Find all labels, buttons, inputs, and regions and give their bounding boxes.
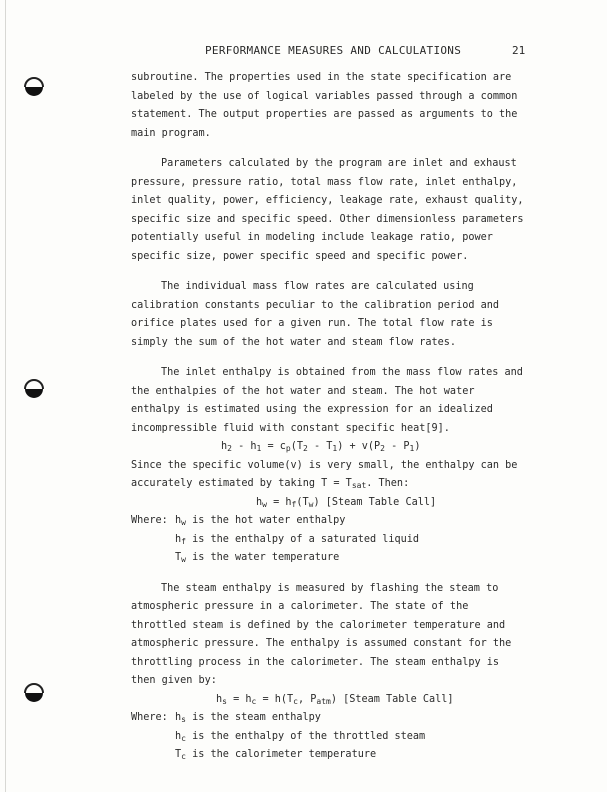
text-line: specific size, power specific speed and specific power. [131,250,469,262]
where-label: Where: [131,712,168,723]
paragraph-3 [131,278,531,352]
text-line: The inlet enthalpy is obtained from the mass flow rates and [161,367,523,378]
text-line: atmospheric pressure in a calorimeter. The state of the [131,601,469,612]
text-line: subroutine. The properties used in the state specification are [131,72,512,83]
where-list-1 [131,512,531,568]
where-list-2 [131,709,531,765]
where-label: Where: [131,515,168,526]
text-line: inlet quality, power, efficiency, leakage rate, exhaust quality, [131,195,524,206]
text-line: the enthalpies of the hot water and steam. The hot water [131,385,475,397]
text-line: enthalpy is estimated using the expression for an idealized [131,404,493,415]
where-row: $T_w$ is the water temperature [175,552,340,564]
where-row: $h_c$ is the enthalpy of the throttled steam [175,730,426,743]
paragraph-2 [131,155,531,266]
binder-hole-icon [22,680,46,704]
where-row: $T_c$ is the calorimeter temperature [175,749,377,761]
text-line: main program. [131,127,211,139]
text-line: Parameters calculated by the program are inlet and exhaust [161,158,517,169]
equation-inlet-enthalpy: $h_2 - h_1 = c_p(T_2 - T_1) + v(P_2 - P_1)$ [221,441,421,453]
page-edge [5,0,6,792]
text-line: atmospheric pressure. The enthalpy is assumed constant for the [131,638,512,649]
text-line: simply the sum of the hot water and steam flow rates. [131,336,457,348]
binder-hole-icon [22,74,46,98]
text-line: then given by: [131,675,217,686]
text-line: pressure, pressure ratio, total mass flow rate, inlet enthalpy, [131,176,518,188]
where-row: Where: $h_s$ is the steam enthalpy [131,709,531,728]
text-line: statement. The output properties are passed as arguments to the [131,109,518,120]
binder-hole-icon [22,376,46,400]
page-body [131,69,531,765]
where-row: $h_f$ is the enthalpy of a saturated liquid [175,533,420,546]
section-title: PERFORMANCE MEASURES AND CALCULATIONS [205,44,462,57]
text-line: accurately estimated by taking $T = T_{sat}$. Then: [131,478,410,490]
text-line: incompressible fluid with constant specific heat[9]. [131,422,450,434]
equation-hot-water-enthalpy: $h_w = h_f(T_w)$ [Steam Table Call] [256,496,437,509]
paragraph-4 [131,364,531,438]
paragraph-5 [131,457,531,494]
text-line: potentially useful in modeling include leakage ratio, power [131,232,493,243]
text-line: specific size and specific speed. Other dimensionless parameters [131,213,524,225]
text-line: throttling process in the calorimeter. The steam enthalpy is [131,656,500,668]
text-line: throttled steam is defined by the calorimeter temperature and [131,619,506,631]
text-line: calibration constants peculiar to the calibration period and [131,299,500,311]
page-number: 21 [512,44,526,57]
paragraph-1 [131,69,531,143]
where-row: Where: $h_w$ is the hot water enthalpy [131,512,531,531]
text-line: The individual mass flow rates are calculated using [161,281,474,292]
text-line: The steam enthalpy is measured by flashing the steam to [161,582,499,594]
text-line: orifice plates used for a given run. The total flow rate is [131,318,493,329]
text-line: labeled by the use of logical variables passed through a common [131,90,518,102]
text-line: Since the specific volume(v) is very small, the enthalpy can be [131,459,518,471]
equation-steam-enthalpy: $h_s = h_c = h(T_c$, $P_{atm}$) [Steam Table Call] [216,693,454,706]
paragraph-6 [131,580,531,691]
